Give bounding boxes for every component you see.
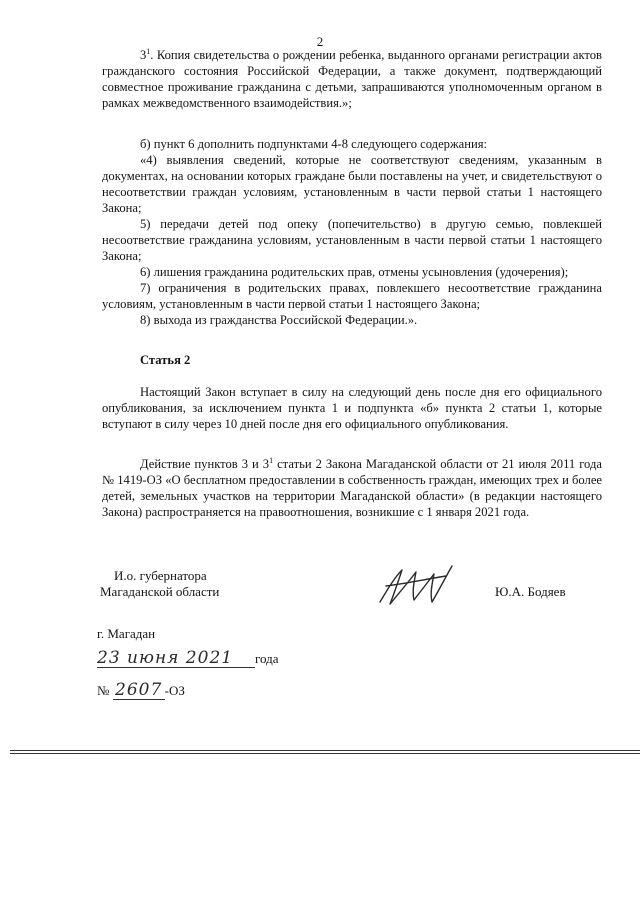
paragraph-item-5: 5) передачи детей под опеку (попечительство) в другую семью, повлекшей несоответствие гражданина условиям, установленным в части первой статьи 1 настоящего Закона; [102, 217, 602, 263]
signing-date: 23 июня 2021 года [97, 648, 279, 668]
signatory-title: И.о. губернатора Магаданской области [100, 568, 220, 599]
paragraph-item-7: 7) ограничения в родительских правах, повлекшего несоответствие гражданина условиям, установленным в части первой статьи 1 настоящего Закона; [102, 281, 602, 311]
law-number: № 2607 -ОЗ [97, 680, 185, 700]
article2-heading: Статья 2 [140, 353, 191, 367]
date-handwritten: 23 июня 2021 [97, 650, 255, 668]
article1-section [102, 47, 602, 111]
article2-body [102, 384, 602, 432]
place-of-signing: г. Магадан [97, 626, 156, 641]
signatory-name: Ю.А. Бодяев [495, 584, 566, 599]
paragraph-3-1: $3^1$. Копия свидетельства о рождении ребенка, выданного органами регистрации актов гражданского состояния Российской Федерации, а также документ, подтверждающий совместное проживание гражданина с детьми, запрашиваются уполномоченным органом в рамках межведомственного взаимодействия.»; [102, 46, 602, 110]
bottom-divider-2 [10, 753, 640, 754]
article2-effect [102, 456, 602, 520]
bottom-divider-1 [10, 750, 640, 751]
paragraph-item-4: «4) выявления сведений, которые не соответствуют сведениям, указанным в документах, на основании которых граждане были поставлены на учет, и свидетельствуют о несоответствии граждан условиям, установленным в части первой статьи 1 настоящего Закона; [102, 153, 602, 215]
paragraph-entry-into-force: Настоящий Закон вступает в силу на следующий день после дня его официального опубликования, за исключением пункта 1 и подпункта «б» пункта 2 статьи 1, которые вступают в силу через 10 дней после дня его официального опубликования. [102, 385, 602, 431]
handwritten-signature [372, 558, 462, 610]
paragraph-item-6: 6) лишения гражданина родительских прав, отмены усыновления (удочерения); [140, 265, 569, 279]
article2-heading-block [102, 352, 602, 368]
page-number: 2 [316, 34, 324, 49]
subitem-b-section [102, 136, 602, 328]
number-handwritten: 2607 [113, 682, 165, 700]
paragraph-b: б) пункт 6 дополнить подпунктами 4-8 следующего содержания: [140, 137, 488, 151]
paragraph-effect: Действие пунктов 3 и $3^1$ статьи 2 Закона Магаданской области от 21 июля 2011 года № 1419-ОЗ «О бесплатном предоставлении в собственность граждан, имеющих трех и более детей, земельных участков на территории Магаданской области» (в редакции настоящего Закона) распространяется на правоотношения, возникшие с 1 января 2021 года. [102, 455, 602, 519]
paragraph-item-8: 8) выхода из гражданства Российской Федерации.». [140, 313, 418, 327]
